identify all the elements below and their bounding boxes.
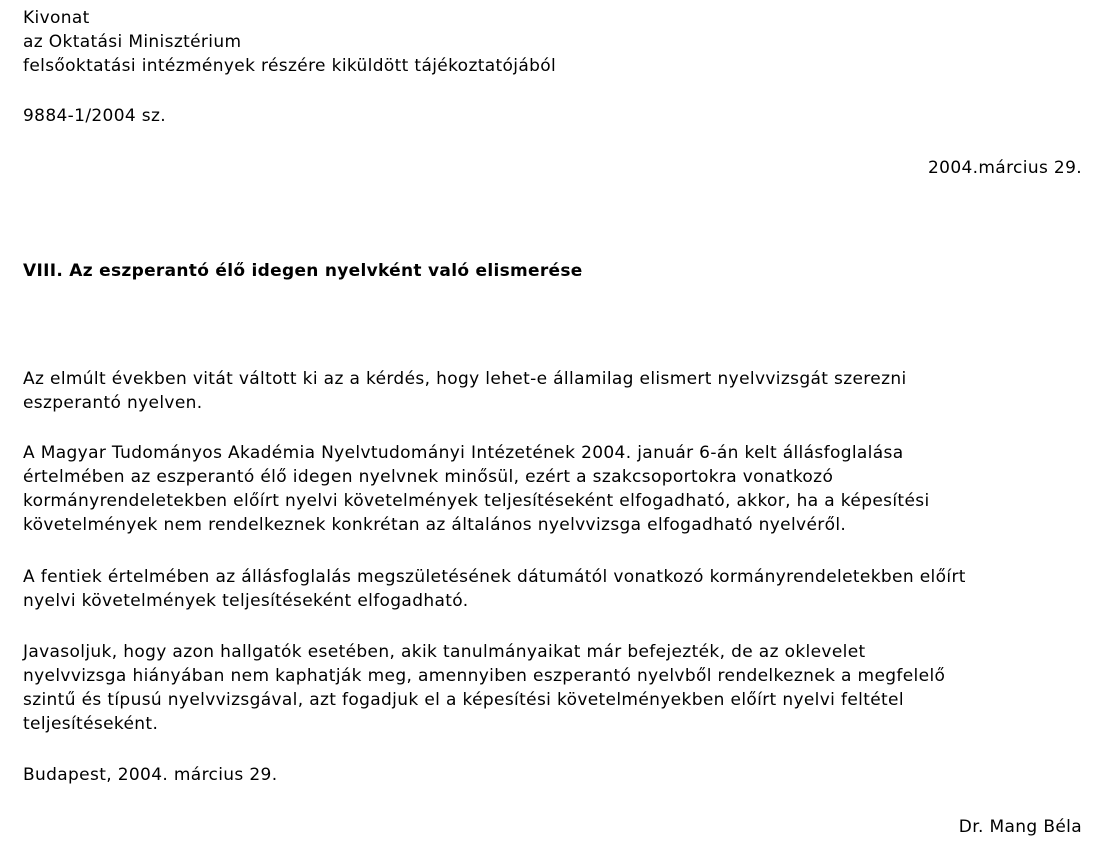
- paragraph-3-line-1: A fentiek értelmében az állásfoglalás megszületésének dátumától vonatkozó kormányrendeletekben előírt: [23, 567, 966, 587]
- paragraph-4-line-3: szintű és típusú nyelvvizsgával, azt fogadjuk el a képesítési követelményekben előírt nyelvi feltétel: [23, 690, 904, 710]
- section-title: VIII. Az eszperantó élő idegen nyelvként való elismerése: [23, 261, 583, 281]
- header-line-1: Kivonat: [23, 8, 90, 28]
- paragraph-2-line-1: A Magyar Tudományos Akadémia Nyelvtudományi Intézetének 2004. január 6-án kelt állásfoglalása: [23, 443, 904, 463]
- paragraph-4-line-4: teljesítéseként.: [23, 714, 159, 734]
- paragraph-4-line-2: nyelvvizsga hiányában nem kaphatják meg, amennyiben eszperantó nyelvből rendelkeznek a megfelelő: [23, 666, 946, 686]
- place-date: Budapest, 2004. március 29.: [23, 765, 278, 785]
- reference-number: 9884-1/2004 sz.: [23, 106, 167, 126]
- paragraph-2-line-3: kormányrendeletekben előírt nyelvi követelmények teljesítéseként elfogadható, akkor, ha a képesítési: [23, 491, 930, 511]
- date-top: 2004.március 29.: [927, 158, 1082, 178]
- paragraph-1-line-1: Az elmúlt években vitát váltott ki az a kérdés, hogy lehet-e államilag elismert nyelvvizsgát szerezni: [23, 369, 907, 389]
- paragraph-2-line-4: követelmények nem rendelkeznek konkrétan az általános nyelvvizsga elfogadható nyelvéről.: [23, 515, 847, 535]
- header-line-2: az Oktatási Minisztérium: [23, 32, 242, 52]
- signature: Dr. Mang Béla: [958, 817, 1082, 837]
- paragraph-3-line-2: nyelvi követelmények teljesítéseként elfogadható.: [23, 591, 469, 611]
- paragraph-2-line-2: értelmében az eszperantó élő idegen nyelvnek minősül, ezért a szakcsoportokra vonatkozó: [23, 467, 834, 487]
- paragraph-1-line-2: eszperantó nyelven.: [23, 393, 203, 413]
- paragraph-4-line-1: Javasoljuk, hogy azon hallgatók esetében, akik tanulmányaikat már befejezték, de az oklevelet: [23, 642, 866, 662]
- header-line-3: felsőoktatási intézmények részére kiküldött tájékoztatójából: [23, 56, 557, 76]
